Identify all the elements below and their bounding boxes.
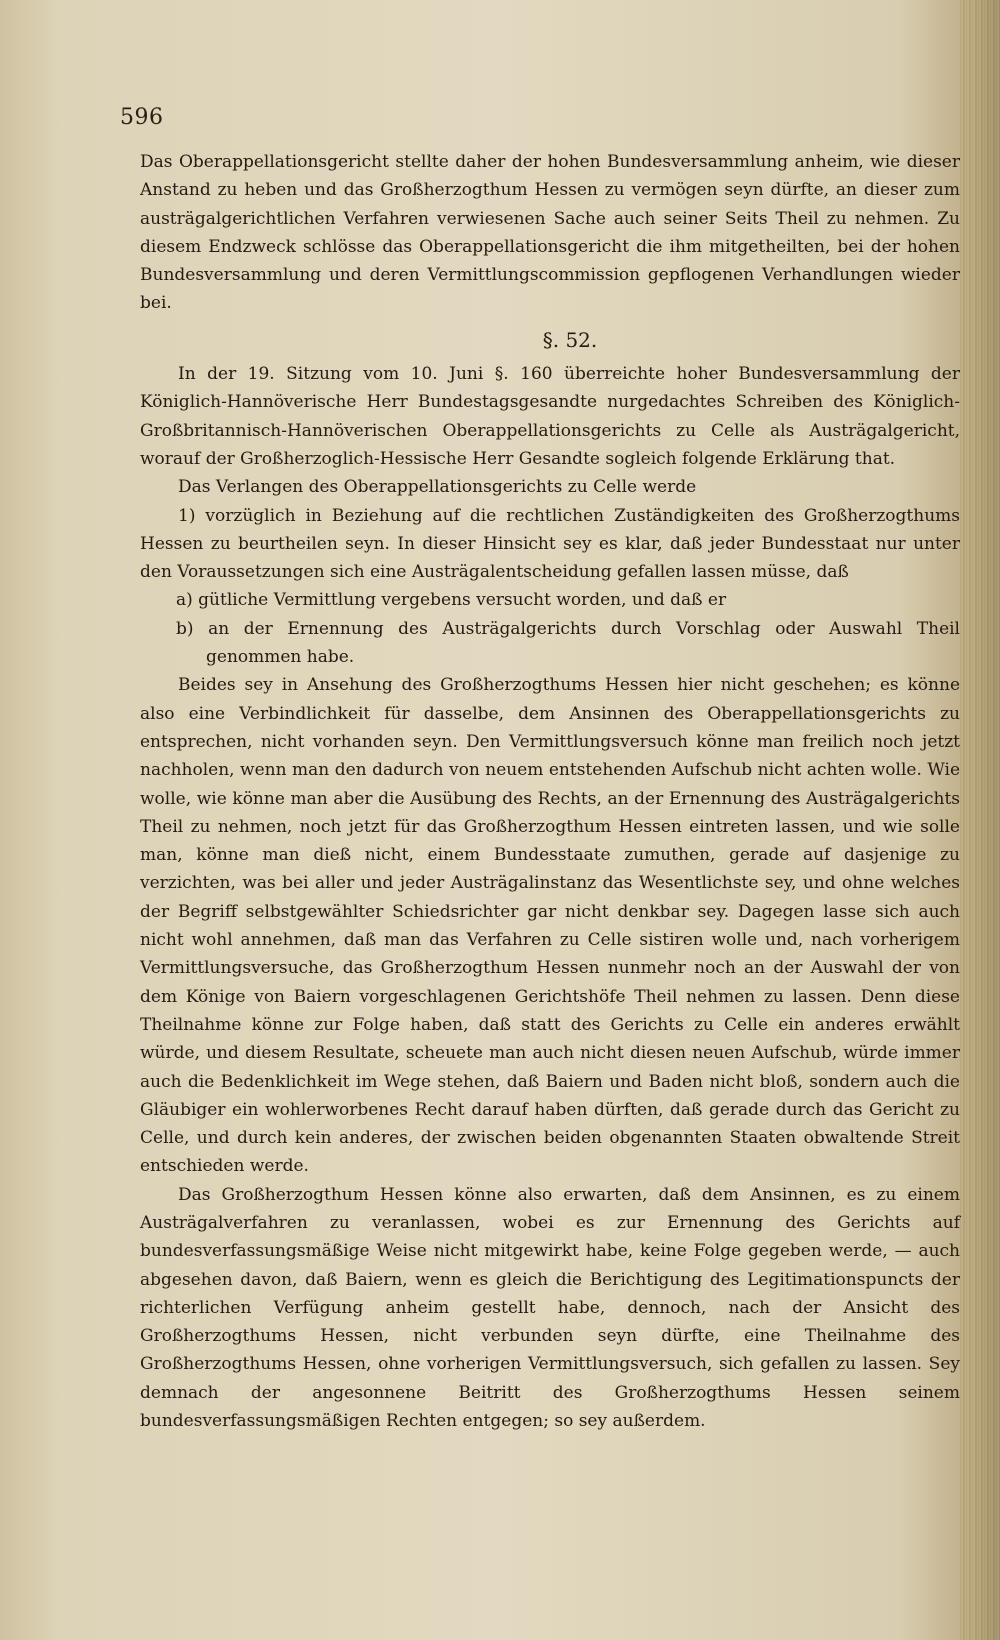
section-heading: §. 52. [542, 327, 598, 352]
paragraph: Das Verlangen des Oberappellationsgerichts zu Celle werde [178, 477, 697, 498]
body-text [140, 148, 960, 1435]
paragraph: In der 19. Sitzung vom 10. Juni §. 160 überreichte hoher Bundesversammlung der Königlich-Hannöverische Herr Bundestagsgesandte nurgedachtes Schreiben des Königlich-Großbritannisch-Hannöverischen Oberappellationsgerichts zu Celle als Austrägalgericht, worauf der Großherzoglich-Hessische Herr Gesandte sogleich folgende Erklärung that. [140, 364, 960, 469]
sub-item-b: b) an der Ernennung des Austrägalgerichts durch Vorschlag oder Auswahl Theil genommen habe. [176, 618, 960, 668]
sub-item-a: a) gütliche Vermittlung vergebens versucht worden, und daß er [176, 590, 727, 611]
paragraph: Beides sey in Ansehung des Großherzogthums Hessen hier nicht geschehen; es könne also eine Verbindlichkeit für dasselbe, dem Ansinnen des Oberappellationsgerichts zu entsprechen, nicht vorhanden seyn. Den Vermittlungsversuch könne man freilich noch jetzt nachholen, wenn man den dadurch von neuem entstehenden Aufschub nicht achten wolle. Wie wolle, wie könne man aber die Ausübung des Rechts, an der Ernennung des Austrägalgerichts Theil zu nehmen, noch jetzt für das Großherzogthum Hessen eintreten lassen, und wie solle man, könne man dieß nicht, einem Bundesstaate zumuthen, gerade auf dasjenige zu verzichten, was bei aller und jeder Austrägalinstanz das Wesentlichste sey, und ohne welches der Begriff selbstgewählter Schiedsrichter gar nicht denkbar sey. Dagegen lasse sich auch nicht wohl annehmen, daß man das Verfahren zu Celle sistiren wolle und, nach vorherigem Vermittlungsversuche, das Großherzogthum Hessen nunmehr noch an der Auswahl der von dem Könige von Baiern vorgeschlagenen Gerichtshöfe Theil nehmen zu lassen. Denn diese Theilnahme könne zur Folge haben, daß statt des Gerichts zu Celle ein anderes erwählt würde, und diesem Resultate, scheuete man auch nicht diesen neuen Aufschub, würde immer auch die Bedenklichkeit im Wege stehen, daß Baiern und Baden nicht bloß, sondern auch die Gläubiger ein wohlerworbenes Recht darauf haben dürften, daß gerade durch das Gericht zu Celle, und durch kein anderes, der zwischen beiden obgenannten Staaten obwaltende Streit entschieden werde. [140, 675, 960, 1177]
paragraph: Das Großherzogthum Hessen könne also erwarten, daß dem Ansinnen, es zu einem Austrägalverfahren zu veranlassen, wobei es zur Ernennung des Gerichts auf bundesverfassungsmäßige Weise nicht mitgewirkt habe, keine Folge gegeben werde, — auch abgesehen davon, daß Baiern, wenn es gleich die Berichtigung des Legitimationspuncts der richterlichen Verfügung anheim gestellt habe, dennoch, nach der Ansicht des Großherzogthums Hessen, nicht verbunden seyn dürfte, eine Theilnahme des Großherzogthums Hessen, ohne vorherigen Vermittlungsversuch, sich gefallen zu lassen. Sey demnach der angesonnene Beitritt des Großherzogthums Hessen seinem bundesverfassungsmäßigen Rechten entgegen; so sey außerdem. [140, 1184, 960, 1432]
enumerated-paragraph: 1) vorzüglich in Beziehung auf die rechtlichen Zuständigkeiten des Großherzogthums Hessen zu beurtheilen seyn. In dieser Hinsicht sey es klar, daß jeder Bundesstaat nur unter den Voraussetzungen sich eine Austrägalentscheidung gefallen lassen müsse, daß [140, 505, 960, 583]
paragraph: Das Oberappellationsgericht stellte daher der hohen Bundesversammlung anheim, wie dieser Anstand zu heben und das Großherzogthum Hessen zu vermögen seyn dürfte, an dieser zum austrägalgerichtlichen Verfahren verwiesenen Sache auch seiner Seits Theil zu nehmen. Zu diesem Endzweck schlösse das Oberappellationsgericht die ihm mitgetheilten, bei der hohen Bundesversammlung und deren Vermittlungscommission gepflogenen Verhandlungen wieder bei. [140, 152, 960, 314]
page-edge [960, 0, 1000, 1640]
page-number: 596 [120, 105, 164, 130]
